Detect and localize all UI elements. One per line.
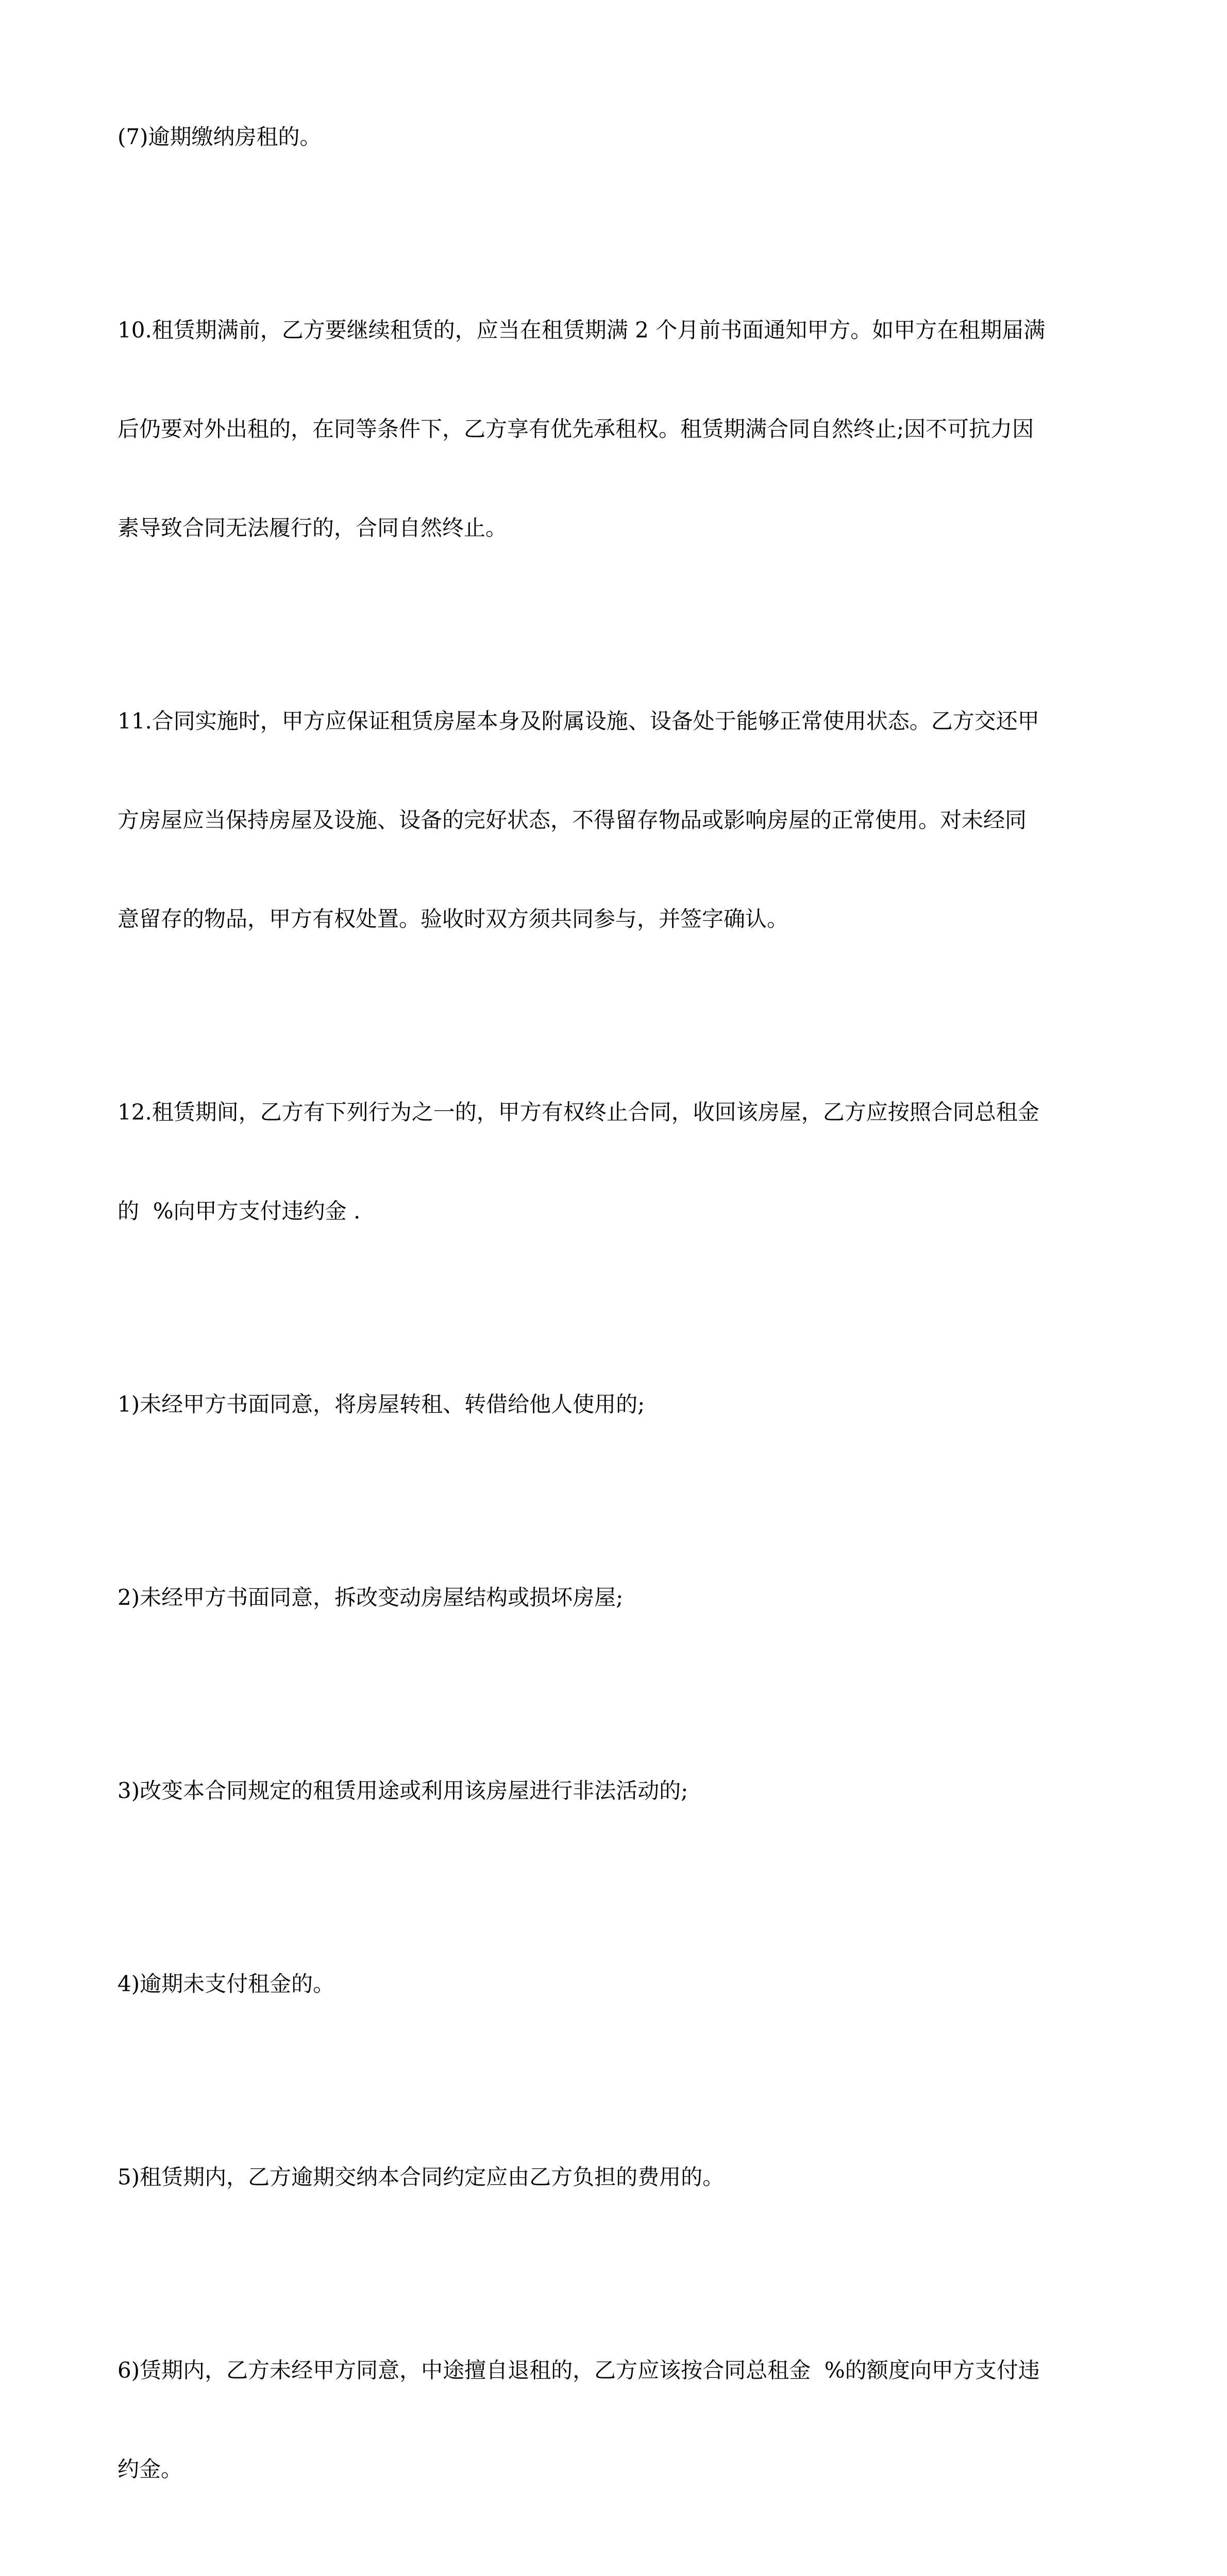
text-line: 素导致合同无法履行的，合同自然终止。	[117, 515, 508, 540]
text-line: 10.租赁期满前，乙方要继续租赁的，应当在租赁期满 2 个月前书面通知甲方。如甲方在租期届满	[117, 317, 1046, 343]
text-line: 1)未经甲方书面同意，将房屋转租、转借给他人使用的;	[117, 1392, 645, 1417]
text-line: 12.租赁期间，乙方有下列行为之一的，甲方有权终止合同，收回该房屋，乙方应按照合同总租金	[117, 1099, 1039, 1125]
clause-10	[117, 248, 1166, 611]
clause-12-item-2	[117, 1515, 1166, 1680]
clause-12-item-6	[117, 2288, 1166, 2552]
text-line: 3)改变本合同规定的租赁用途或利用该房屋进行非法活动的;	[117, 1778, 688, 1803]
text-line: 的 %向甲方支付违约金 .	[117, 1198, 361, 1224]
clause-12-item-4	[117, 1902, 1166, 2066]
text-line: 约金。	[117, 2456, 183, 2482]
text-line: 后仍要对外出租的，在同等条件下，乙方享有优先承租权。租赁期满合同自然终止;因不可抗力因	[117, 416, 1034, 442]
text-line: 意留存的物品，甲方有权处置。验收时双方须共同参与，并签字确认。	[117, 906, 789, 931]
clause-12-item-5	[117, 2095, 1166, 2260]
text-line: 6)赁期内，乙方未经甲方同意，中途擅自退租的，乙方应该按合同总租金 %的额度向甲方支付违	[117, 2358, 1040, 2383]
clause-12-item-3	[117, 1708, 1166, 1873]
text-line: 11.合同实施时，甲方应保证租赁房屋本身及附属设施、设备处于能够正常使用状态。乙方交还甲	[117, 708, 1039, 734]
text-line: (7)逾期缴纳房租的。	[117, 124, 322, 149]
item-7-overdue-rent	[117, 55, 1166, 219]
text-line: 2)未经甲方书面同意，拆改变动房屋结构或损坏房屋;	[117, 1585, 624, 1610]
text-line: 5)租赁期内，乙方逾期交纳本合同约定应由乙方负担的费用的。	[117, 2164, 725, 2190]
document-body	[117, 55, 1166, 2576]
clause-12-item-1	[117, 1322, 1166, 1487]
clause-12	[117, 1030, 1166, 1294]
text-line: 方房屋应当保持房屋及设施、设备的完好状态，不得留存物品或影响房屋的正常使用。对未经同	[117, 807, 1027, 833]
clause-11	[117, 639, 1166, 1002]
text-line: 4)逾期未支付租金的。	[117, 1971, 335, 1996]
